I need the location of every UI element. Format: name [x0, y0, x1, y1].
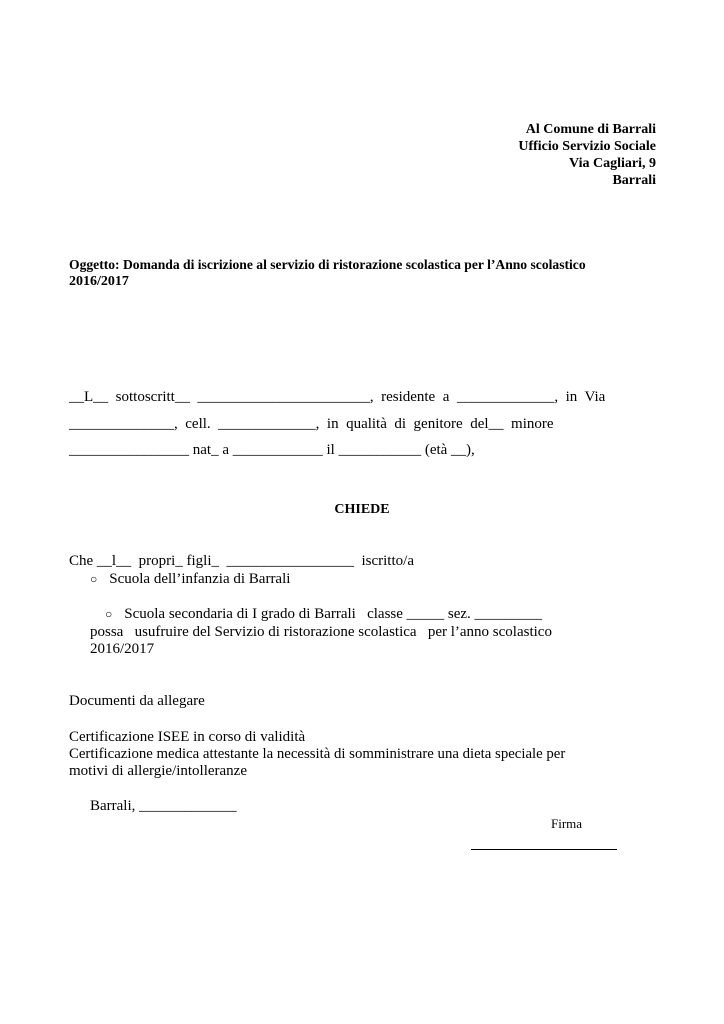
recipient-line-4: Barrali [612, 173, 656, 188]
documents-heading: Documenti da allegare [69, 693, 205, 709]
option-secondaria-label: Scuola secondaria di I grado di Barrali classe _____ sez. _________ [124, 606, 543, 622]
option-infanzia [90, 571, 290, 588]
circle-bullet-icon: ○ [90, 572, 98, 586]
place-date: Barrali, _____________ [90, 798, 237, 814]
signature-line [471, 849, 617, 850]
purpose-line-1: possa usufruire del Servizio di ristorazione scolastica per l’anno scolastico [90, 624, 552, 640]
purpose-line-2: 2016/2017 [90, 641, 155, 657]
recipient-line-1: Al Comune di Barrali [525, 122, 656, 137]
declaration-line-1: __L__ sottoscritt__ _______________________, residente a _____________, in Via [69, 389, 606, 405]
option-infanzia-label: Scuola dell’infanzia di Barrali [109, 571, 291, 587]
document-medical-line-2: motivi di allergie/intolleranze [69, 763, 248, 779]
subject-line-2: 2016/2017 [69, 274, 129, 289]
signature-label: Firma [551, 816, 583, 831]
declaration-line-2: ______________, cell. _____________, in qualità di genitore del__ minore [69, 416, 554, 432]
document-isee: Certificazione ISEE in corso di validità [69, 729, 306, 745]
request-heading: CHIEDE [334, 502, 390, 517]
document-medical-line-1: Certificazione medica attestante la necessità di somministrare una dieta speciale per [69, 746, 566, 762]
recipient-line-3: Via Cagliari, 9 [569, 156, 656, 171]
declaration-line-3: ________________ nat_ a ____________ il ___________ (età __), [69, 442, 475, 458]
che-line: Che __l__ propri_ figli_ _________________ iscritto/a [69, 553, 414, 569]
circle-bullet-icon: ○ [105, 607, 113, 621]
subject-line-1: Oggetto: Domanda di iscrizione al servizio di ristorazione scolastica per l’Anno scolastico [69, 257, 586, 272]
recipient-line-2: Ufficio Servizio Sociale [518, 139, 656, 154]
